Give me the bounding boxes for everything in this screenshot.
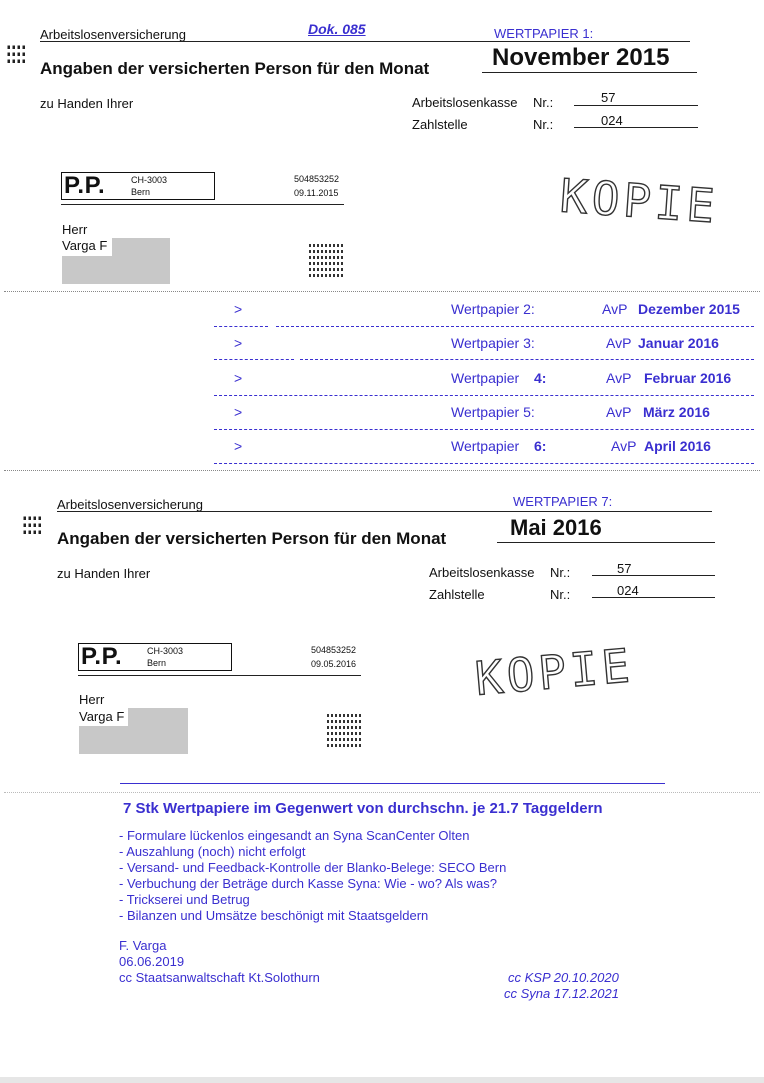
- signature-date: 06.06.2019: [119, 954, 185, 969]
- entry-label: Wertpapier 2:: [451, 301, 535, 317]
- form-1-attention: zu Handen Ihrer: [40, 96, 134, 111]
- form-1-pp-zip: CH-3003: [131, 175, 168, 185]
- signature-name: F. Varga: [119, 938, 167, 953]
- summary-bullet: - Formulare lückenlos eingesandt an Syna ScanCenter Olten: [119, 828, 470, 843]
- form-1-header-rule: [40, 41, 690, 42]
- form-2-pp-zip: CH-3003: [147, 646, 184, 656]
- form-2-datamatrix: [325, 711, 362, 747]
- form-2-title: Angaben der versicherten Person für den Monat: [57, 529, 447, 548]
- form-2-label: WERTPAPIER 7:: [513, 494, 613, 509]
- form-1-fund-label: Arbeitslosenkasse: [412, 95, 518, 110]
- entry-label: Wertpapier: [451, 370, 520, 386]
- entry-divider: [214, 463, 754, 464]
- form-2-paypoint-nr-rule: [592, 597, 715, 598]
- entry-divider: [214, 429, 754, 430]
- form-1-redaction-address: [62, 256, 170, 284]
- form-1-date: 09.11.2015: [294, 188, 339, 198]
- entry-divider: [214, 359, 294, 360]
- form-2-paypoint-nr: 024: [617, 583, 639, 598]
- page-bottom-edge: [0, 1077, 764, 1083]
- entry-arrow: >: [234, 438, 243, 454]
- form-1-paypoint-nr: 024: [601, 113, 623, 128]
- entry-arrow: >: [234, 335, 243, 351]
- entry-divider: [214, 326, 268, 327]
- form-1-fund-nr-label: Nr.:: [533, 95, 554, 110]
- entry-month: Februar 2016: [644, 370, 732, 386]
- form-1-paypoint-nr-rule: [574, 127, 698, 128]
- entry-arrow: >: [234, 370, 243, 386]
- form-2-salutation: Herr: [79, 692, 105, 707]
- form-1-title: Angaben der versicherten Person für den Monat: [40, 59, 430, 78]
- form-1-label: WERTPAPIER 1:: [494, 26, 594, 41]
- entry-divider: [214, 395, 754, 396]
- form-2-pp: P.P.: [81, 643, 123, 670]
- entry-number: 4:: [534, 370, 547, 386]
- form-1-redaction-name: [112, 238, 170, 256]
- form-1-datamatrix: [307, 241, 345, 277]
- cc-prosecutor: cc Staatsanwaltschaft Kt.Solothurn: [119, 970, 320, 985]
- cc-syna: cc Syna 17.12.2021: [504, 986, 619, 1001]
- form-1-stamp: KOPIE: [558, 168, 721, 234]
- entry-avp: AvP: [611, 438, 637, 454]
- entry-divider: [300, 359, 754, 360]
- separator-middle: [4, 470, 760, 471]
- form-1-pp: P.P.: [64, 172, 106, 199]
- entry-avp: AvP: [606, 335, 632, 351]
- form-2-redaction-name: [128, 708, 188, 726]
- summary-bullet: - Verbuchung der Beträge durch Kasse Syna: Wie - wo? Als was?: [119, 876, 497, 891]
- form-2-header: Arbeitslosenversicherung: [57, 497, 203, 512]
- entry-label: Wertpapier 3:: [451, 335, 535, 351]
- form-2-stamp: KOPIE: [472, 638, 636, 706]
- form-2-address-rule: [78, 675, 361, 676]
- form-2-fund-nr: 57: [617, 561, 632, 576]
- entry-month: April 2016: [644, 438, 711, 454]
- summary-bullet: - Trickserei und Betrug: [119, 892, 250, 907]
- form-2-fund-label: Arbeitslosenkasse: [429, 565, 535, 580]
- form-1-fund-nr-rule: [574, 105, 698, 106]
- form-1-paypoint-label: Zahlstelle: [412, 117, 468, 132]
- form-2-pp-city: Bern: [147, 658, 167, 668]
- doc-number: Dok. 085: [308, 21, 366, 37]
- form-2-name: Varga F: [79, 709, 125, 724]
- form-2-month-rule: [497, 542, 715, 543]
- form-2-fund-nr-label: Nr.:: [550, 565, 571, 580]
- form-2-bottom-rule: [120, 783, 665, 784]
- form-2-paypoint-nr-label: Nr.:: [550, 587, 571, 602]
- form-1-address-rule: [61, 204, 344, 205]
- form-1-month-rule: [482, 72, 697, 73]
- entry-avp: AvP: [606, 404, 632, 420]
- form-1-month: November 2015: [492, 44, 670, 71]
- entry-label: Wertpapier 5:: [451, 404, 535, 420]
- entry-number: 6:: [534, 438, 547, 454]
- form-1-salutation: Herr: [62, 222, 88, 237]
- form-2-header-rule: [57, 511, 712, 512]
- form-1-ref-number: 504853252: [294, 174, 340, 184]
- form-2-qr-code: [21, 513, 43, 535]
- form-1-name: Varga F: [62, 238, 108, 253]
- entry-divider: [276, 326, 754, 327]
- summary-bullet: - Versand- und Feedback-Kontrolle der Blanko-Belege: SECO Bern: [119, 860, 507, 875]
- entry-label: Wertpapier: [451, 438, 520, 454]
- form-2-redaction-address: [79, 726, 188, 754]
- form-1-qr-code: [5, 42, 27, 64]
- entry-arrow: >: [234, 301, 243, 317]
- form-2-attention: zu Handen Ihrer: [57, 566, 151, 581]
- entry-arrow: >: [234, 404, 243, 420]
- form-1-paypoint-nr-label: Nr.:: [533, 117, 554, 132]
- summary-bullet: - Auszahlung (noch) nicht erfolgt: [119, 844, 306, 859]
- form-2-ref-number: 504853252: [311, 645, 357, 655]
- form-2-date: 09.05.2016: [311, 659, 357, 669]
- entry-month: Dezember 2015: [638, 301, 740, 317]
- separator-top: [4, 291, 760, 292]
- form-2-fund-nr-rule: [592, 575, 715, 576]
- form-2-paypoint-label: Zahlstelle: [429, 587, 485, 602]
- entry-avp: AvP: [602, 301, 628, 317]
- form-1-fund-nr: 57: [601, 90, 616, 105]
- form-1-header: Arbeitslosenversicherung: [40, 27, 186, 42]
- cc-ksp: cc KSP 20.10.2020: [508, 970, 619, 985]
- summary-headline: 7 Stk Wertpapiere im Gegenwert von durchschn. je 21.7 Taggeldern: [123, 800, 603, 817]
- form-1-pp-city: Bern: [131, 187, 151, 197]
- separator-bottom: [4, 792, 760, 793]
- summary-bullet: - Bilanzen und Umsätze beschönigt mit Staatsgeldern: [119, 908, 429, 923]
- entry-month: März 2016: [643, 404, 710, 420]
- form-2-month: Mai 2016: [510, 515, 602, 540]
- entry-month: Januar 2016: [638, 335, 719, 351]
- entry-avp: AvP: [606, 370, 632, 386]
